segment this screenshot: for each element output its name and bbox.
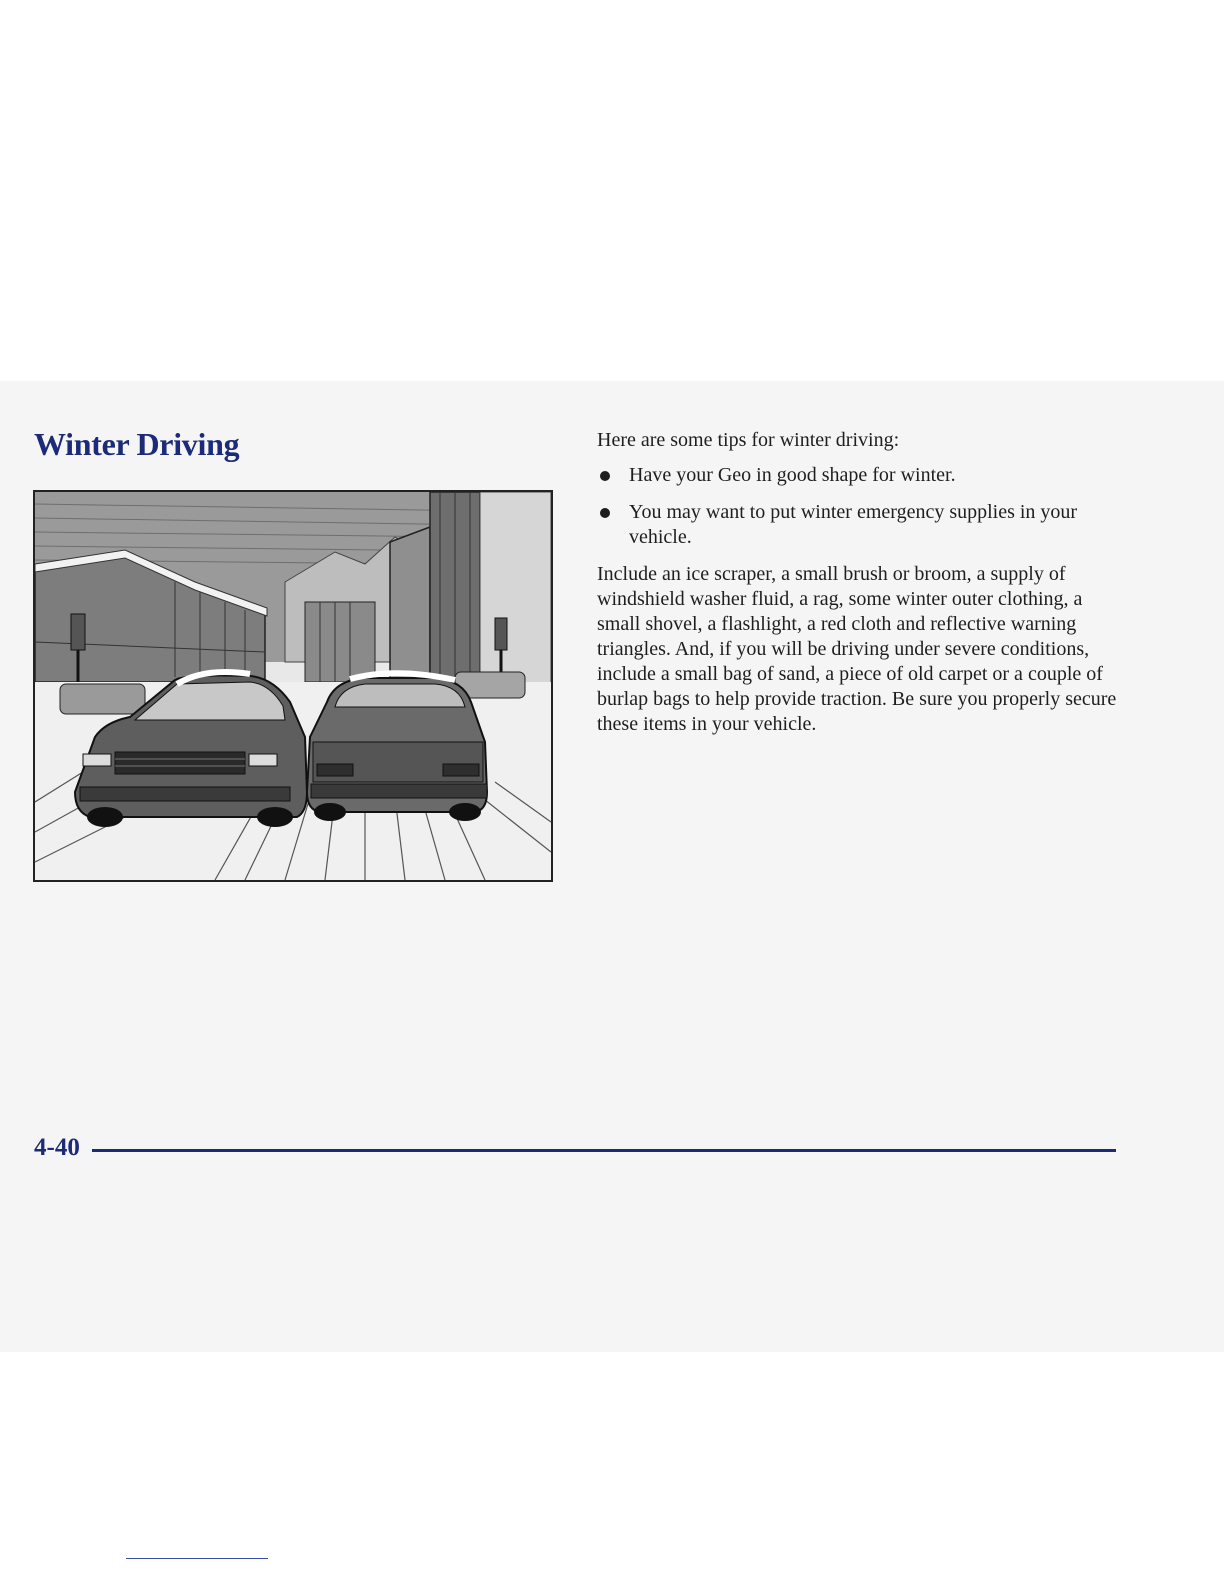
intro-text: Here are some tips for winter driving: (597, 429, 900, 451)
winter-driving-illustration (33, 490, 553, 882)
list-item-text: Have your Geo in good shape for winter. (629, 464, 956, 486)
section-title: Winter Driving (34, 426, 240, 462)
bottom-divider (126, 1558, 268, 1559)
tips-list (597, 463, 1117, 550)
bullet-icon (600, 471, 610, 481)
list-item (597, 463, 1117, 488)
footer-rule (92, 1149, 1116, 1152)
body-text-column (597, 428, 1117, 737)
list-item-text: You may want to put winter emergency supplies in your vehicle. (629, 501, 1078, 548)
supplies-paragraph: Include an ice scraper, a small brush or broom, a supply of windshield washer fluid, a rag, some winter outer clothing, a small shovel, a flashlight, a red cloth and reflective warning triangles. And, if you will be driving under severe conditions, include a small bag of sand, a piece of old carpet or a couple of burlap bags to help provide traction. Be sure you properly secure these items in your vehicle. (597, 563, 1117, 735)
page-number: 4-40 (34, 1134, 80, 1161)
list-item (597, 500, 1117, 550)
bullet-icon (600, 508, 610, 518)
